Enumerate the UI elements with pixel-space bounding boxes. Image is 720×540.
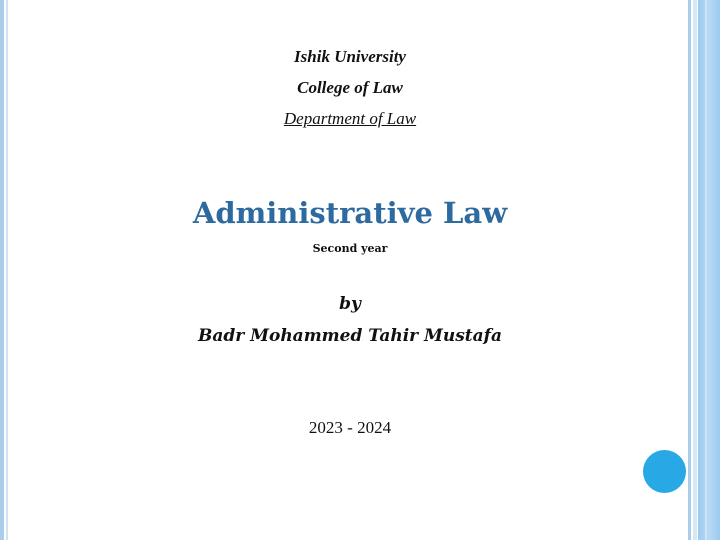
university-name: Ishik University [294, 47, 406, 66]
by-label: by [339, 294, 361, 314]
slide-subtitle: Second year [312, 242, 388, 255]
decorative-circle [643, 450, 686, 493]
academic-year: 2023 - 2024 [308, 418, 392, 437]
author-name: Badr Mohammed Tahir Mustafa [198, 326, 502, 346]
slide-title: Administrative Law [192, 196, 508, 230]
right-border-band [698, 0, 720, 540]
department-name: Department of Law [283, 109, 417, 128]
college-name: College of Law [297, 78, 403, 97]
